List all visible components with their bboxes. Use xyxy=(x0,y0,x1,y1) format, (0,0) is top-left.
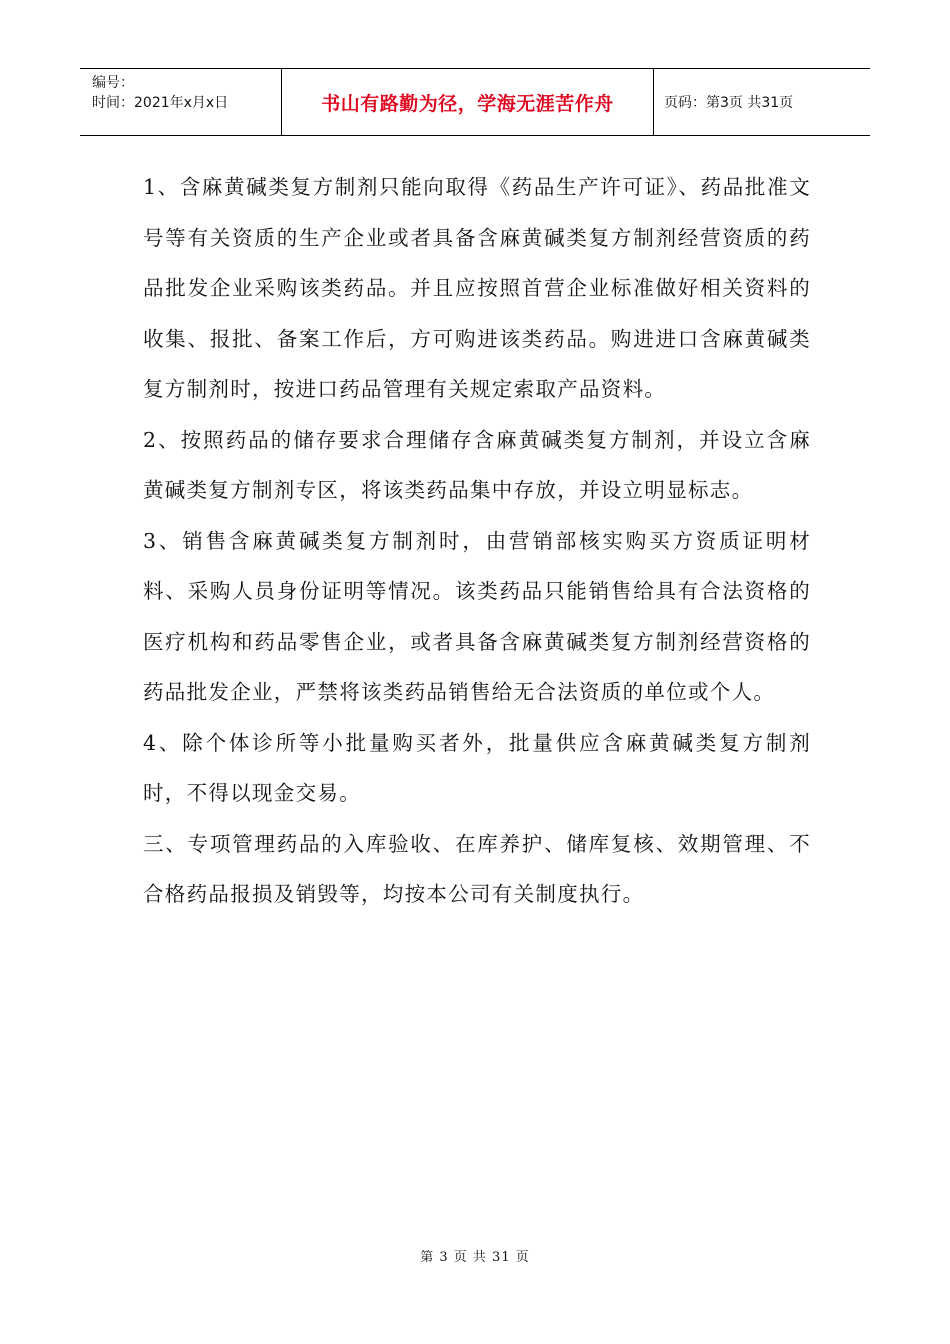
paragraph-item-2: 2、按照药品的储存要求合理储存含麻黄碱类复方制剂，并设立含麻黄碱类复方制剂专区，将该类药品集中存放，并设立明显标志。 xyxy=(143,427,811,502)
paragraph-section-3: 三、专项管理药品的入库验收、在库养护、储库复核、效期管理、不合格药品报损及销毁等，均按本公司有关制度执行。 xyxy=(143,831,811,906)
page-header xyxy=(80,68,870,136)
paragraph-item-3: 3、销售含麻黄碱类复方制剂时，由营销部核实购买方资质证明材料、采购人员身份证明等情况。该类药品只能销售给具有合法资格的医疗机构和药品零售企业，或者具备含麻黄碱类复方制剂经营资格的药品批发企业，严禁将该类药品销售给无合法资质的单位或个人。 xyxy=(143,528,811,704)
document-number-label: 编号： xyxy=(92,75,134,91)
page-footer: 第 3 页 共 31 页 xyxy=(420,1250,530,1265)
header-motto: 书山有路勤为径，学海无涯苦作舟 xyxy=(282,69,654,135)
document-body xyxy=(143,162,811,920)
header-page-info: 页码：第3页 共31页 xyxy=(664,95,794,111)
header-meta-cell xyxy=(80,69,282,135)
document-time-label: 时间：2021年x月x日 xyxy=(92,95,229,111)
paragraph-item-4: 4、除个体诊所等小批量购买者外，批量供应含麻黄碱类复方制剂时，不得以现金交易。 xyxy=(143,730,811,805)
paragraph-item-1: 1、含麻黄碱类复方制剂只能向取得《药品生产许可证》、药品批准文号等有关资质的生产企业或者具备含麻黄碱类复方制剂经营资质的药品批发企业采购该类药品。并且应按照首营企业标准做好相关资料的收集、报批、备案工作后，方可购进该类药品。购进进口含麻黄碱类复方制剂时，按进口药品管理有关规定索取产品资料。 xyxy=(143,175,811,401)
